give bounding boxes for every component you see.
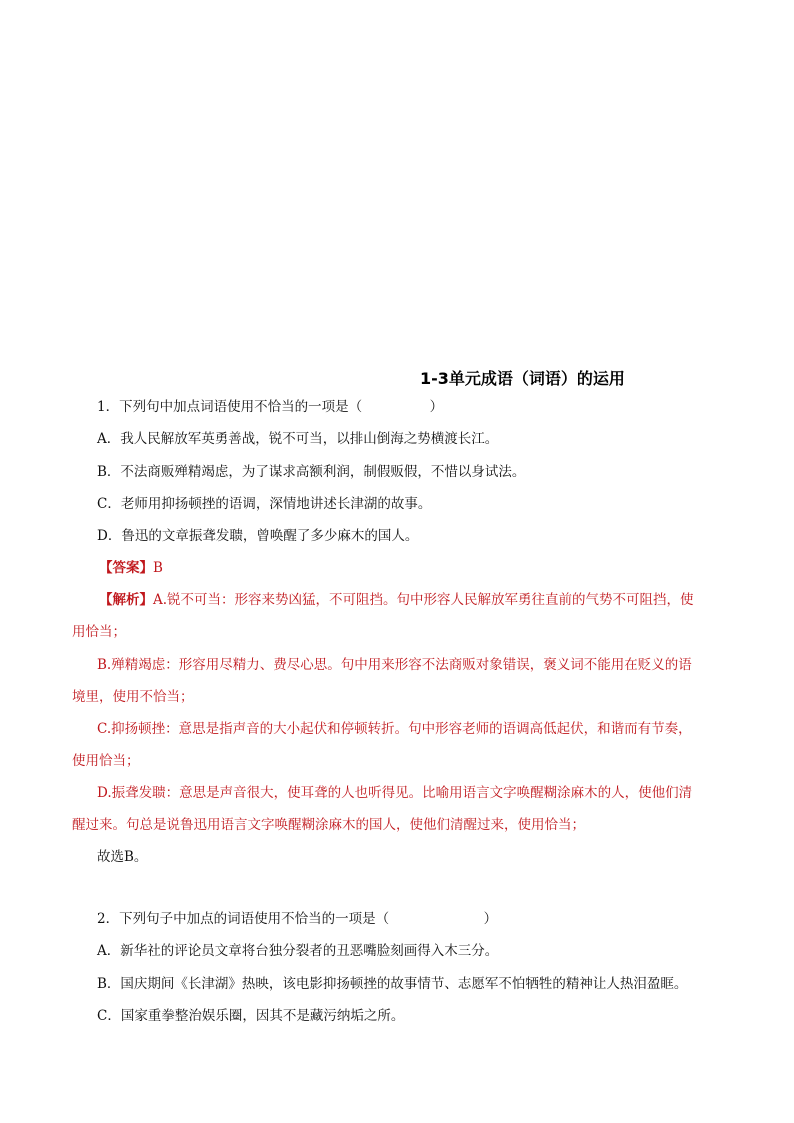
q1-analysis-d-line1: D.振聋发聩：意思是声音很大，使耳聋的人也听得见。比喻用语言文字唤醒糊涂麻木的人，使他们清	[97, 785, 693, 801]
q1-conclusion: 故选B。	[97, 849, 148, 865]
page-title: 1-3单元成语（词语）的运用	[420, 369, 625, 388]
q1-option-b: B．不法商贩殚精竭虑，为了谋求高额利润，制假贩假，不惜以身试法。	[97, 464, 526, 480]
analysis-tag: 【解析】	[99, 592, 153, 608]
q1-analysis-d-line2: 醒过来。句总是说鲁迅用语言文字唤醒糊涂麻木的国人，使他们清醒过来，使用恰当；	[72, 817, 585, 833]
q1-analysis-b-line1: B.殚精竭虑：形容用尽精力、费尽心思。句中用来形容不法商贩对象错误，褒义词不能用在贬义的语	[97, 657, 692, 673]
q2-option-b: B．国庆期间《长津湖》热映，该电影抑扬顿挫的故事情节、志愿军不怕牺牲的精神让人热泪盈眶。	[97, 976, 688, 992]
q1-option-a: A．我人民解放军英勇善战，锐不可当，以排山倒海之势横渡长江。	[97, 431, 499, 447]
q1-answer	[99, 558, 163, 578]
q1-option-c: C．老师用抑扬顿挫的语调，深情地讲述长津湖的故事。	[97, 496, 432, 512]
answer-tag: 【答案】	[99, 560, 153, 576]
q2-option-a: A．新华社的评论员文章将台独分裂者的丑恶嘴脸刻画得入木三分。	[97, 943, 499, 959]
q2-stem: 2．下列句子中加点的词语使用不恰当的一项是（ ）	[97, 911, 498, 927]
answer-value: B	[153, 560, 163, 576]
q1-analysis-c-line1: C.抑扬顿挫：意思是指声音的大小起伏和停顿转折。句中形容老师的语调高低起伏，和谐而有节奏，	[97, 721, 692, 737]
q1-analysis-a-line1	[99, 590, 694, 610]
q1-stem: 1．下列句中加点词语使用不恰当的一项是（ ）	[97, 399, 444, 415]
q1-analysis-b-line2: 境里，使用不恰当；	[72, 689, 194, 705]
analysis-a-text: A.锐不可当：形容来势凶猛，不可阻挡。句中形容人民解放军勇往直前的气势不可阻挡，使	[153, 592, 694, 608]
q1-analysis-c-line2: 使用恰当；	[72, 753, 140, 769]
q2-option-c: C．国家重拳整治娱乐圈，因其不是藏污纳垢之所。	[97, 1008, 405, 1024]
q1-analysis-a-line2: 用恰当；	[72, 624, 126, 640]
q1-option-d: D．鲁迅的文章振聋发聩，曾唤醒了多少麻木的国人。	[97, 528, 419, 544]
